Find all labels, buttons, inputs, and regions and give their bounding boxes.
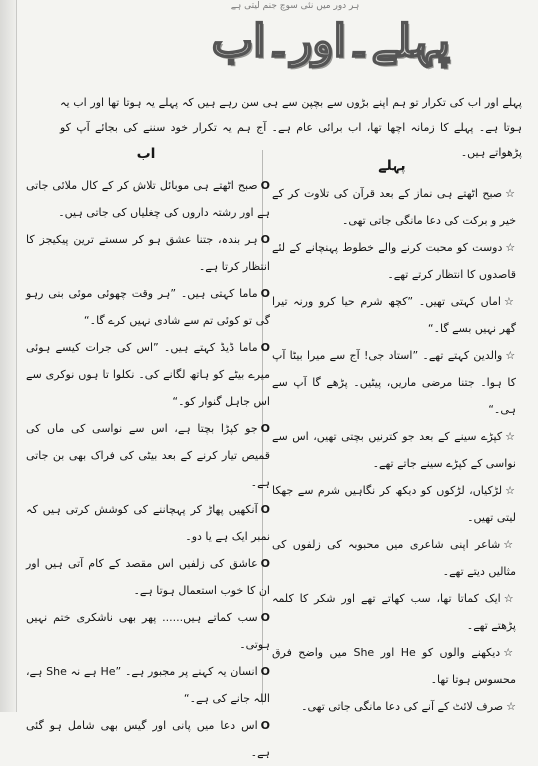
star-icon: ☆ (506, 700, 516, 713)
now-item-text: جو کپڑا بچتا ہے، اس سے نواسی کی ماں کی قمیص تیار کرنے کے بعد بیٹی کی فراک بھی بن جاتی ہے۔ (26, 422, 270, 489)
column-heading-before: پہلے (378, 158, 406, 174)
before-item-text: شاعر اپنی شاعری میں محبوبہ کی زلفوں کی مثالیں دیتے تھے۔ (272, 538, 516, 578)
before-item-text: والدین کہتے تھے۔ ”استاد جی! آج سے میرا بیٹا آپ کا ہوا۔ جتنا مرضی ماریں، پیٹیں۔ پڑھے گا آپ سے ہی۔“ (272, 349, 516, 416)
star-icon: ☆ (503, 295, 516, 308)
before-item (272, 531, 516, 585)
before-item (272, 639, 516, 693)
now-item-text: عاشق کی زلفیں اس مقصد کے کام آتی ہیں اور ان کا خوب استعمال ہوتا ہے۔ (26, 557, 270, 597)
now-item-text: سب کماتے ہیں...... پھر بھی ناشکری ختم نہیں ہوتی۔ (26, 611, 270, 651)
now-item-text: ماما کہتی ہیں۔ ”ہر وقت چھوئی موئی بنی رہو گی تو کوئی تم سے شادی نہیں کرے گا۔“ (26, 287, 270, 327)
page-title-text: پہلے۔اور۔اب (211, 16, 450, 67)
before-item-text: اماں کہتی تھیں۔ ”کچھ شرم حیا کرو ورنہ تیرا گھر نہیں بسے گا۔“ (272, 295, 516, 335)
intro-paragraph: پہلے اور اب کی تکرار تو ہم اپنے بڑوں سے بچپن سے ہی سن رہے ہیں کہ پہلے یہ ہوتا تھا اور اب یہ ہوتا ہے۔ پہلے کا زمانہ اچھا تھا، اب برائی عام ہے۔ آج ہم یہ تکرار خود سننے کی بجائے آپ کو پڑھواتے ہیں۔ (60, 96, 522, 159)
before-item (272, 342, 516, 423)
now-item-text: صبح اٹھتے ہی موبائل تلاش کر کے کال ملائی جاتی ہے اور رشتہ داروں کی چغلیاں کی جاتی ہیں۔ (26, 179, 270, 219)
star-icon: ☆ (505, 484, 516, 497)
circle-marker-icon: O (260, 611, 270, 624)
star-icon: ☆ (505, 430, 516, 443)
now-item (26, 712, 270, 766)
before-item-text: صبح اٹھتے ہی نماز کے بعد قرآن کی تلاوت کر کے خیر و برکت کی دعا مانگی جاتی تھی۔ (272, 187, 516, 227)
before-item-text: کپڑے سینے کے بعد جو کترنیں بچتی تھیں، اس سے نواسی کے کپڑے سینے جاتے تھے۔ (272, 430, 516, 470)
circle-marker-icon: O (260, 341, 270, 354)
star-icon: ☆ (505, 349, 516, 362)
before-item (272, 477, 516, 531)
circle-marker-icon: O (260, 422, 270, 435)
circle-marker-icon: O (260, 179, 270, 192)
now-item-text: انسان یہ کہنے پر مجبور ہے۔ ”He ہے نہ She ہے، اللہ جانے کی ہے۔“ (26, 665, 270, 705)
column-heading-now: اب (136, 146, 156, 162)
now-item (26, 226, 270, 280)
now-item-text: ہر بندہ، جتنا عشق ہو کر سستے ترین پیکیجز کا انتظار کرتا ہے۔ (26, 233, 270, 273)
star-icon: ☆ (503, 538, 516, 551)
circle-marker-icon: O (260, 233, 270, 246)
now-item (26, 550, 270, 604)
before-item (272, 693, 516, 720)
top-strip-text: ہر دور میں نئی سوچ جنم لیتی ہے (230, 1, 360, 11)
before-item (272, 585, 516, 639)
now-item (26, 658, 270, 712)
star-icon: ☆ (503, 646, 516, 659)
before-item-text: لڑکیاں، لڑکوں کو دیکھ کر نگاہیں شرم سے جھکا لیتی تھیں۔ (272, 484, 516, 524)
column-now (26, 172, 271, 759)
circle-marker-icon: O (260, 287, 270, 300)
before-item (272, 288, 516, 342)
circle-marker-icon: O (260, 719, 270, 732)
circle-marker-icon: O (260, 557, 270, 570)
now-item (26, 280, 270, 334)
now-item (26, 415, 270, 496)
now-item-text: آنکھیں پھاڑ کر پہچاننے کی کوشش کرتی ہیں کہ نمبر ایک ہے یا دو۔ (26, 503, 270, 543)
now-item (26, 334, 270, 415)
before-item (272, 234, 516, 288)
before-item-text: صرف لائٹ کے آنے کی دعا مانگی جاتی تھی۔ (301, 700, 504, 713)
before-item-text: دیکھنے والوں کو He اور She میں واضح فرق محسوس ہوتا تھا۔ (272, 646, 516, 686)
before-item (272, 180, 516, 234)
now-item-text: اس دعا میں پانی اور گیس بھی شامل ہو گئی ہے۔ (26, 719, 270, 759)
circle-marker-icon: O (260, 503, 270, 516)
before-item-text: دوست کو محبت کرنے والے خطوط پہنچانے کے لئے قاصدوں کا انتظار کرتے تھے۔ (272, 241, 516, 281)
circle-marker-icon: O (260, 665, 271, 678)
column-before (272, 180, 516, 720)
before-item (272, 423, 516, 477)
star-icon: ☆ (503, 592, 516, 605)
before-item-text: ایک کماتا تھا، سب کھاتے تھے اور شکر کا کلمہ پڑھتے تھے۔ (272, 592, 516, 632)
now-item (26, 172, 270, 226)
now-item (26, 604, 270, 658)
page-title (211, 10, 450, 74)
star-icon: ☆ (505, 187, 516, 200)
page-edge (0, 0, 17, 712)
now-item (26, 496, 270, 550)
star-icon: ☆ (505, 241, 516, 254)
now-item-text: ماما ڈیڈ کہتے ہیں۔ ”اس کی جرات کیسے ہوئی میرے بیٹے کو ہاتھ لگانے کی۔ نکلوا تا ہوں نوکری سے اس جاہل گنوار کو۔“ (26, 341, 270, 408)
